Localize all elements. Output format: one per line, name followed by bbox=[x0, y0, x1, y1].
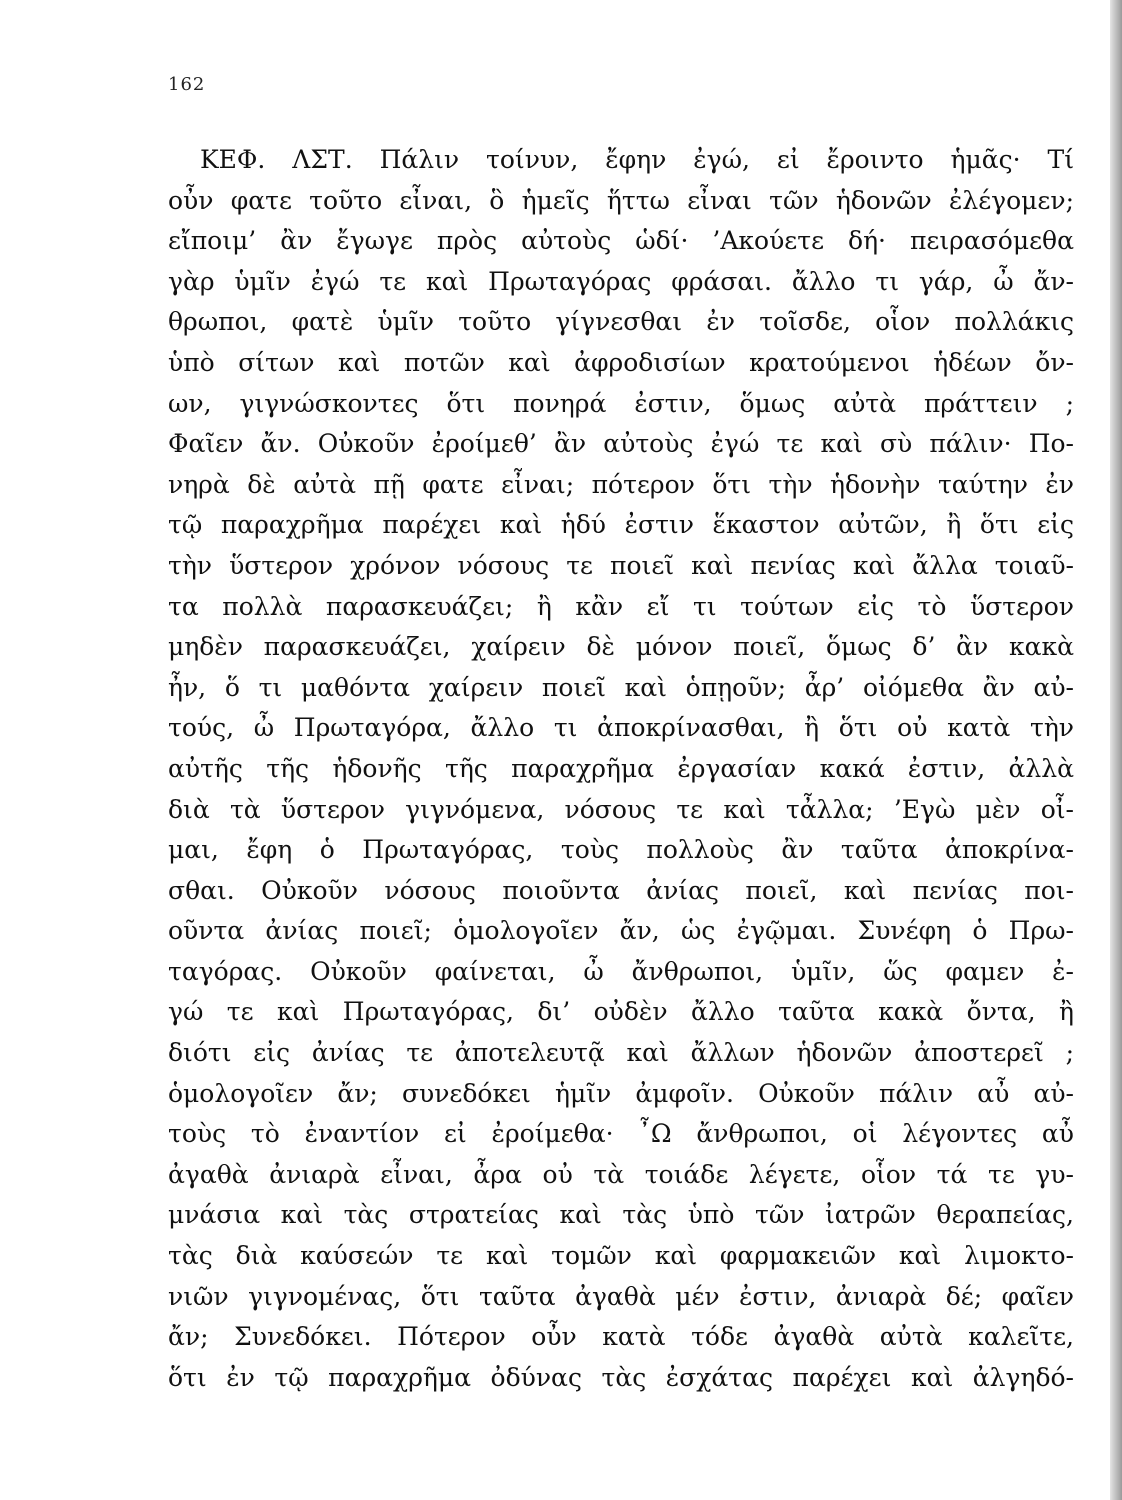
text-line: νηρὰ δὲ αὐτὰ πῇ φατε εἶναι; πότερον ὅτι τὴν ἡδονὴν ταύτην ἐν bbox=[168, 469, 1074, 499]
text-line: ἀγαθὰ ἀνιαρὰ εἶναι, ἆρα οὐ τὰ τοιάδε λέγετε, οἷον τά τε γυ- bbox=[168, 1159, 1074, 1189]
text-line: μηδὲν παρασκευάζει, χαίρειν δὲ μόνον ποιεῖ, ὅμως δ’ ἂν κακὰ bbox=[168, 632, 1074, 662]
text-line: γώ τε καὶ Πρωταγόρας, δι’ οὐδὲν ἄλλο ταῦτα κακὰ ὄντα, ἢ bbox=[168, 997, 1074, 1027]
text-line: ὅτι ἐν τῷ παραχρῆμα ὀδύνας τὰς ἐσχάτας παρέχει καὶ ἀλγηδό- bbox=[168, 1362, 1074, 1392]
text-line: οὖν φατε τοῦτο εἶναι, ὃ ἡμεῖς ἥττω εἶναι τῶν ἡδονῶν ἐλέγομεν; bbox=[168, 185, 1074, 215]
text-line: τούς, ὦ Πρωταγόρα, ἄλλο τι ἀποκρίνασθαι, ἢ ὅτι οὐ κατὰ τὴν bbox=[168, 713, 1074, 743]
text-line: Φαῖεν ἄν. Οὐκοῦν ἐροίμεθ’ ἂν αὐτοὺς ἐγώ τε καὶ σὺ πάλιν· Πο- bbox=[168, 429, 1074, 459]
text-line: τὴν ὕστερον χρόνον νόσους τε ποιεῖ καὶ πενίας καὶ ἄλλα τοιαῦ- bbox=[168, 550, 1074, 580]
text-line: ταγόρας. Οὐκοῦν φαίνεται, ὦ ἄνθρωποι, ὑμῖν, ὥς φαμεν ἐ- bbox=[168, 956, 1074, 986]
text-line: ΚΕΦ. ΛΣΤ. Πάλιν τοίνυν, ἔφην ἐγώ, εἰ ἔροιντο ἡμᾶς· Τί bbox=[200, 145, 1074, 174]
body-text bbox=[168, 140, 1074, 1398]
text-line: ὑπὸ σίτων καὶ ποτῶν καὶ ἀφροδισίων κρατούμενοι ἡδέων ὄν- bbox=[168, 347, 1074, 377]
text-line: νιῶν γιγνομένας, ὅτι ταῦτα ἀγαθὰ μέν ἐστιν, ἀνιαρὰ δέ; φαῖεν bbox=[168, 1281, 1074, 1311]
text-line: ἄν; Συνεδόκει. Πότερον οὖν κατὰ τόδε ἀγαθὰ αὐτὰ καλεῖτε, bbox=[168, 1322, 1074, 1352]
text-line: σθαι. Οὐκοῦν νόσους ποιοῦντα ἀνίας ποιεῖ, καὶ πενίας ποι- bbox=[168, 875, 1074, 905]
text-line: γὰρ ὑμῖν ἐγώ τε καὶ Πρωταγόρας φράσαι. ἄλλο τι γάρ, ὦ ἄν- bbox=[168, 266, 1074, 296]
text-line: τῷ παραχρῆμα παρέχει καὶ ἡδύ ἐστιν ἕκαστον αὐτῶν, ἢ ὅτι εἰς bbox=[168, 510, 1074, 540]
page-number: 162 bbox=[168, 74, 206, 95]
text-line: τὰς διὰ καύσεών τε καὶ τομῶν καὶ φαρμακειῶν καὶ λιμοκτο- bbox=[168, 1241, 1074, 1271]
text-line: μνάσια καὶ τὰς στρατείας καὶ τὰς ὑπὸ τῶν ἰατρῶν θεραπείας, bbox=[168, 1200, 1074, 1230]
text-line: διὰ τὰ ὕστερον γιγνόμενα, νόσους τε καὶ τἆλλα; ’Εγὼ μὲν οἶ- bbox=[168, 794, 1074, 824]
text-line: εἴποιμ’ ἂν ἔγωγε πρὸς αὐτοὺς ὡδί· ’Ακούετε δή· πειρασόμεθα bbox=[168, 226, 1074, 256]
text-line: ἦν, ὅ τι μαθόντα χαίρειν ποιεῖ καὶ ὁπῃοῦν; ἆρ’ οἰόμεθα ἂν αὐ- bbox=[168, 672, 1074, 702]
text-line: διότι εἰς ἀνίας τε ἀποτελευτᾷ καὶ ἄλλων ἡδονῶν ἀποστερεῖ ; bbox=[168, 1038, 1074, 1068]
text-line: θρωποι, φατὲ ὑμῖν τοῦτο γίγνεσθαι ἐν τοῖσδε, οἷον πολλάκις bbox=[168, 307, 1074, 337]
text-line: ὁμολογοῖεν ἄν; συνεδόκει ἡμῖν ἀμφοῖν. Οὐκοῦν πάλιν αὖ αὐ- bbox=[168, 1078, 1074, 1108]
page-edge bbox=[1110, 0, 1122, 1500]
text-line: ων, γιγνώσκοντες ὅτι πονηρά ἐστιν, ὅμως αὐτὰ πράττειν ; bbox=[168, 388, 1074, 418]
text-line: τα πολλὰ παρασκευάζει; ἢ κἂν εἴ τι τούτων εἰς τὸ ὕστερον bbox=[168, 591, 1074, 621]
chapter-label: ΚΕΦ. ΛΣΤ. bbox=[200, 145, 353, 174]
text-line: τοὺς τὸ ἐναντίον εἰ ἐροίμεθα· ῏Ω ἄνθρωποι, οἱ λέγοντες αὖ bbox=[168, 1119, 1074, 1149]
text-line: αὐτῆς τῆς ἡδονῆς τῆς παραχρῆμα ἐργασίαν κακά ἐστιν, ἀλλὰ bbox=[168, 753, 1074, 783]
text-line: μαι, ἔφη ὁ Πρωταγόρας, τοὺς πολλοὺς ἂν ταῦτα ἀποκρίνα- bbox=[168, 835, 1074, 865]
text-line: οῦντα ἀνίας ποιεῖ; ὁμολογοῖεν ἄν, ὡς ἐγῷμαι. Συνέφη ὁ Πρω- bbox=[168, 916, 1074, 946]
